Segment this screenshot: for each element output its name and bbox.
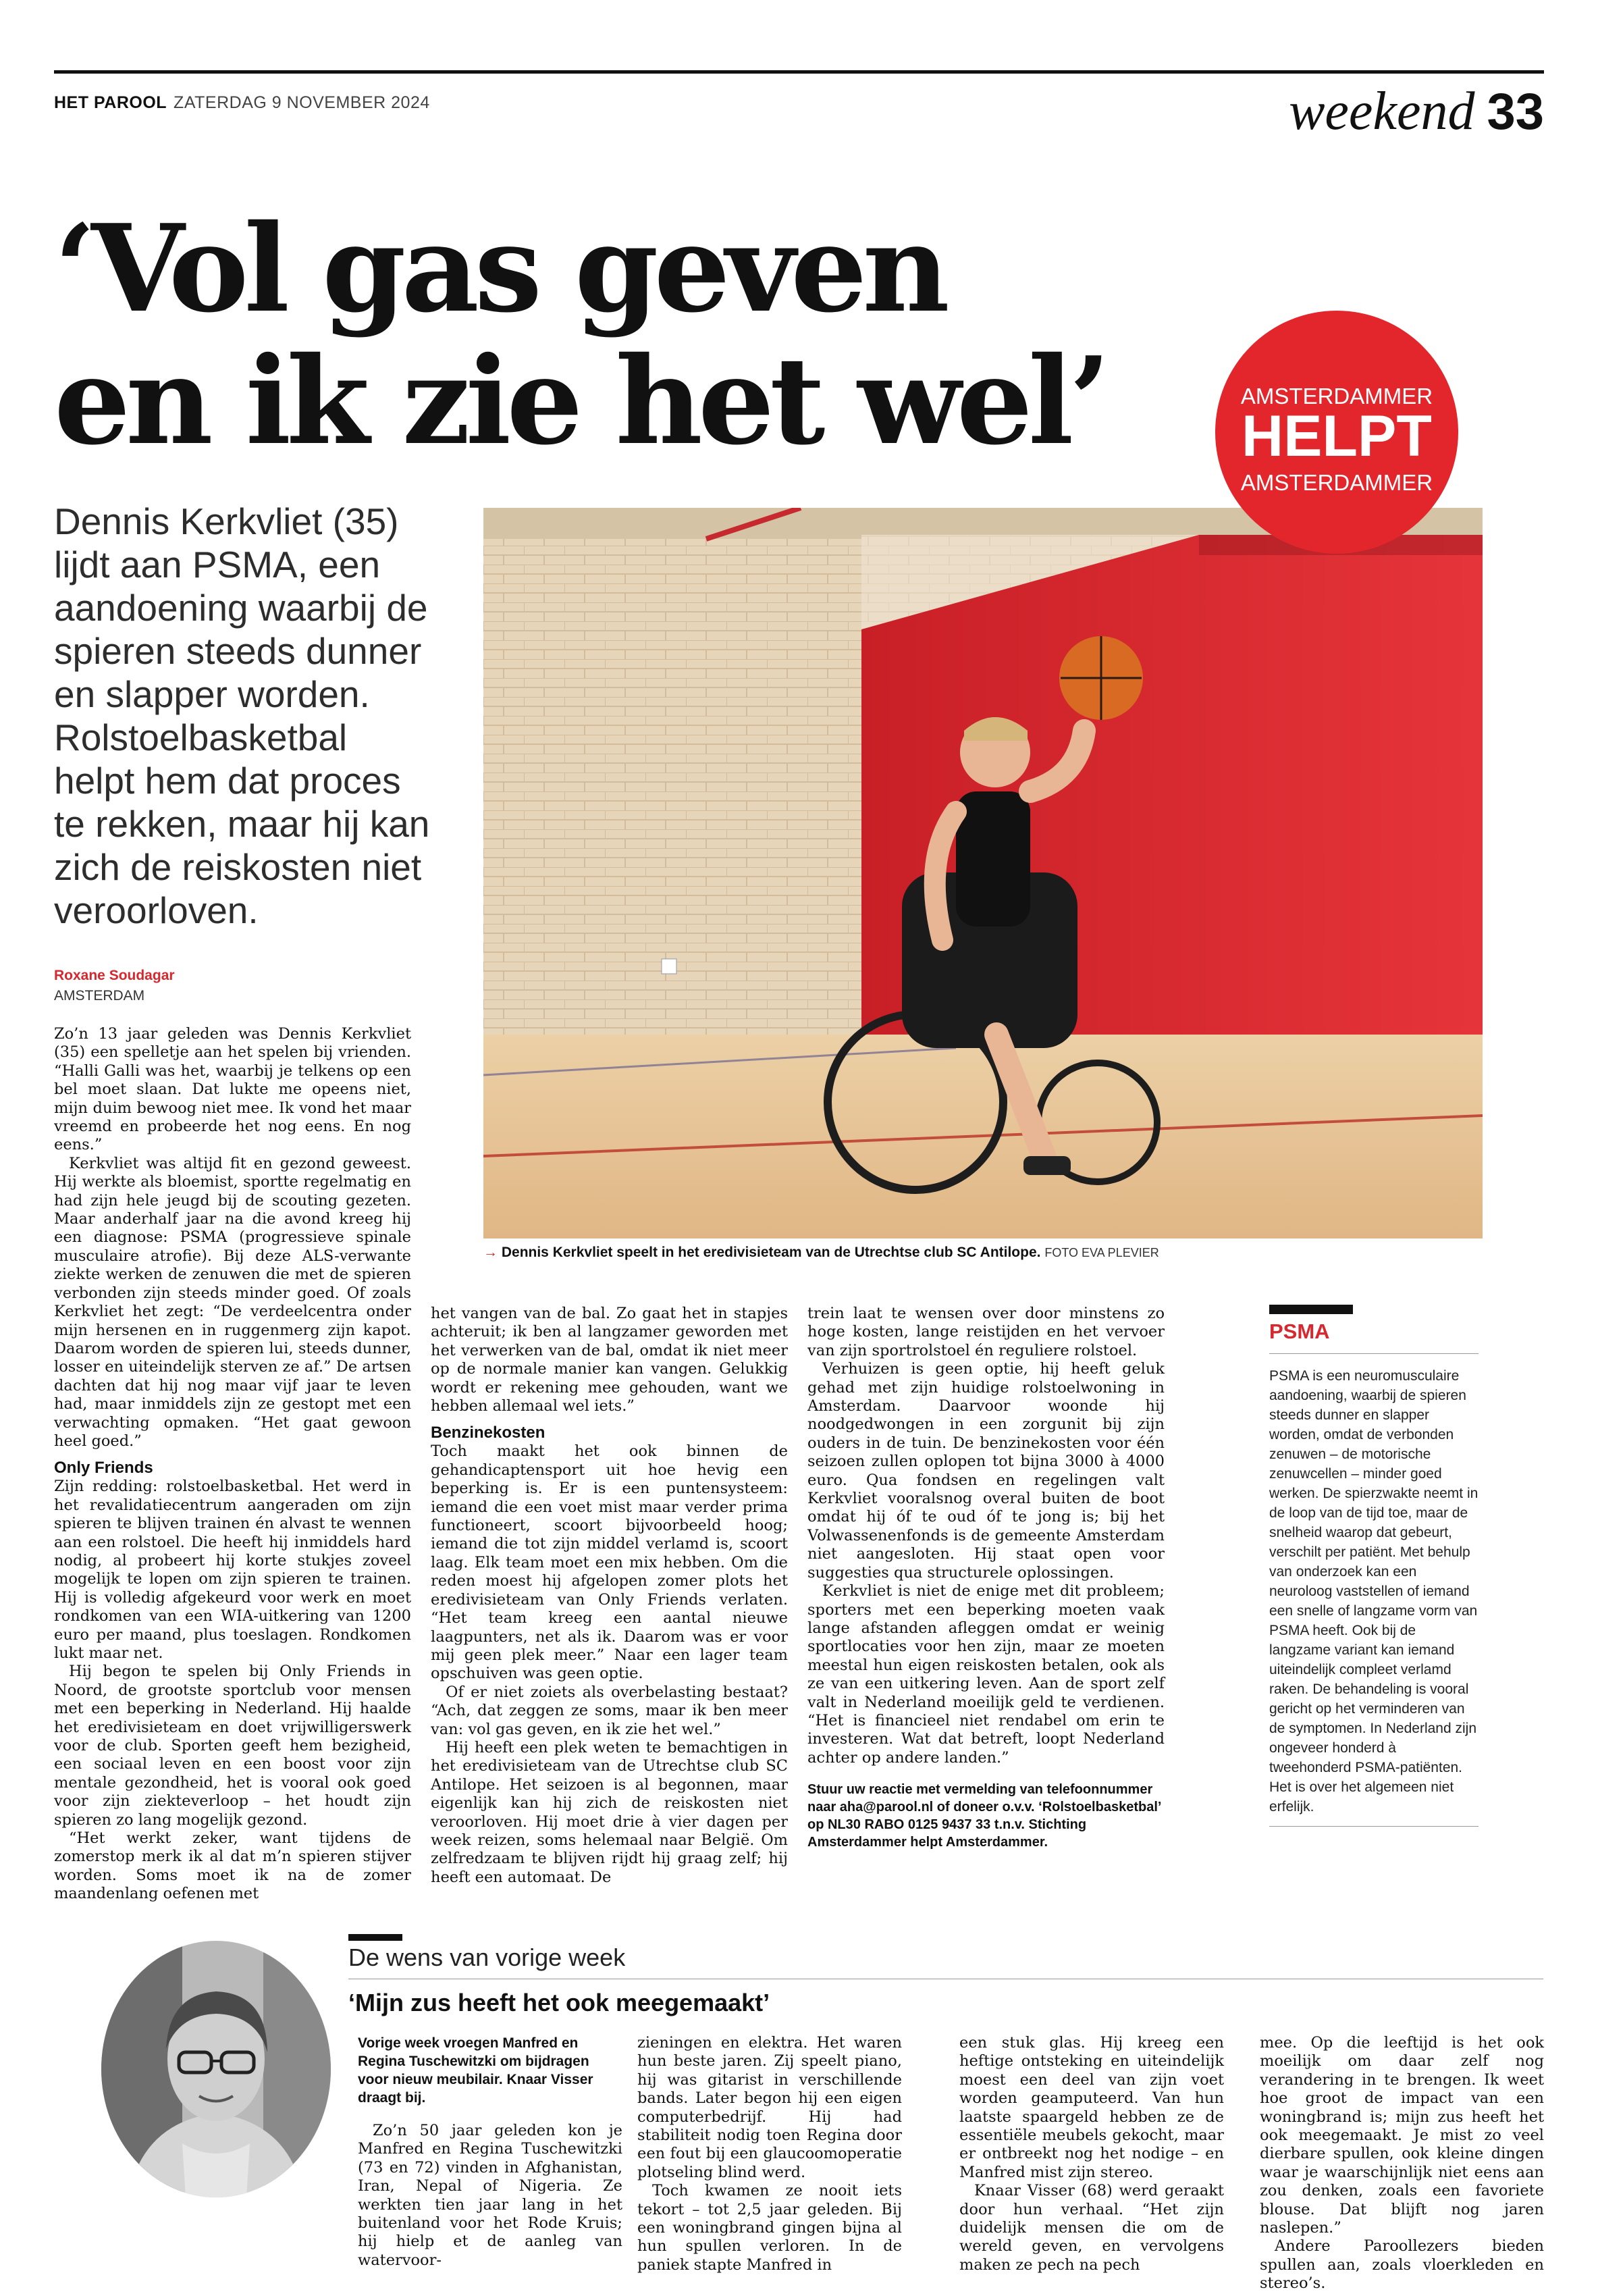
article-column-1 [54, 1025, 411, 1904]
intro-text: Dennis Kerkvliet (35) lijdt aan PSMA, een aandoening waarbij de spieren steeds dunner en slapper worden. Rolstoelbasketbal helpt hem dat proces te rekken, maar hij kan zich de reiskosten niet veroorloven. [54, 500, 430, 931]
caption-text: Dennis Kerkvliet speelt in het eredivisieteam van de Utrechtse club SC Antilope. [501, 1245, 1041, 1260]
amsterdammer-helpt-badge [1215, 311, 1458, 554]
paragraph: het vangen van de bal. Zo gaat het in stapjes achteruit; ik ben al langzamer geworden met het verwerken van de bal, omdat ik niet meer op de normale manier kan vangen. Gelukkig wordt er rekening mee gehouden, want we hebben allemaal wel iets.” [431, 1305, 788, 1415]
headline-line-2: en ik zie het wel’ [54, 330, 1107, 471]
paragraph: Verhuizen is geen optie, hij heeft geluk gehad met zijn huidige rolstoelwoning in Amsterdam. Daarvoor woonde hij noodgedwongen in een zorgunit bij zijn ouders in de tuin. De benzinekosten voor één seizoen zullen oplopen tot bijna 3000 à 4000 euro. Qua fondsen en regelingen valt Kerkvliet vooralsnog overal buiten de boot omdat hij óf te oud óf te jong is; bij het Volwassenenfonds is de gemeente Amsterdam niet aangesloten. Hij staat open voor suggesties qua structurele oplossingen. [807, 1360, 1165, 1582]
article-photo [483, 508, 1483, 1238]
paragraph: Of er niet zoiets als overbelasting bestaat? “Ach, dat zeggen ze soms, maar ik ben meer van: vol gas geven, en ik zie het wel.” [431, 1683, 788, 1738]
portrait-image [101, 1941, 331, 2197]
paragraph: mee. Op die leeftijd is het ook moeilijk om daar zelf nog verandering in te brengen. Ik weet hoe groot de impact van een woningbrand is; mijn zus heeft het ook meegemaakt. Je mist zo veel dierbare spullen, ook kleine dingen waar je waarschijnlijk niet eens aan zou denken, zoals een favoriete blouse. Dat blijft nog jaren naslepen.” [1260, 2034, 1544, 2237]
paragraph: Hij begon te spelen bij Only Friends in Noord, de grootste sportclub voor mensen met een beperking in Nederland. Hij haalde het eredivisieteam en doet vrijwilligerswerk voor de club. Sporten geeft hem bezigheid, een sociaal leven en een boost voor zijn mentale gezondheid, het is vooral ook goed voor zijn ziekteverloop – het houdt zijn spieren zo lang mogelijk gezond. [54, 1663, 411, 1829]
dateline: AMSTERDAM [54, 988, 145, 1003]
issue-date: ZATERDAG 9 NOVEMBER 2024 [174, 93, 430, 112]
wheelchair-basketball-photo [483, 508, 1483, 1238]
sidebar-bar [1269, 1305, 1353, 1314]
paragraph: Zijn redding: rolstoelbasketbal. Het werd in het revalidatiecentrum aangeraden om zijn spieren te blijven trainen én alvast te wennen aan een rolstoel. Die heeft hij inmiddels hard nodig, al probeert hij korte stukjes zoveel mogelijk te lopen om zijn spieren te trainen. Hij is volledig afgekeurd voor werk en moet rondkomen van een WIA-uitkering van 1200 euro per maand, plus toeslagen. Rondkomen lukt maar net. [54, 1478, 411, 1662]
sidebar-title: PSMA [1269, 1320, 1330, 1343]
photo-caption [483, 1245, 1159, 1261]
top-rule [54, 70, 1544, 74]
wish-column-2 [637, 2034, 902, 2274]
headline [54, 198, 1202, 471]
subheading: Only Friends [54, 1459, 153, 1478]
section-header [1289, 81, 1544, 142]
sidebar-text: PSMA is een neuromusculaire aandoening, waarbij de spieren steeds dunner en slapper worden, omdat de verbonden zenuwen – de motorische zenuwcellen – minder goed werken. De spierzwakte neemt in de loop van de tijd toe, maar de snelheid waarop dat gebeurt, verschilt per patiënt. Met behulp van onderzoek kan een neuroloog vaststellen of iemand een snelle of langzame vorm van PSMA heeft. Ook bij de langzame variant kan iemand uiteindelijk compleet verlamd raken. De behandeling is vooral gericht op het verminderen van de symptomen. In Nederland zijn ongeveer honderd à tweehonderd PSMA-patiënten. Het is over het algemeen niet erfelijk. [1269, 1368, 1479, 1815]
portrait-photo [101, 1941, 331, 2197]
paragraph: trein laat te wensen over door minstens zo hoge kosten, lange reistijden en het vervoer van zijn sportrolstoel én reguliere rolstoel. [807, 1305, 1165, 1359]
paragraph: Knaar Visser (68) werd geraakt door hun verhaal. “Het zijn duidelijk mensen die om de wereld geven, en vervolgens maken ze pech na pech [959, 2182, 1224, 2274]
paragraph: Toch kwamen ze nooit iets tekort – tot 2,5 jaar geleden. Bij een woningbrand gingen bijna al hun spullen verloren. In de paniek stapte Manfred in [637, 2182, 902, 2274]
byline [54, 966, 175, 1006]
paragraph: Zo’n 50 jaar geleden kon je Manfred en Regina Tuschewitzki (73 en 72) vinden in Afghanistan, Iran, Nepal of Nigeria. Ze werkten tien jaar lang in het buitenland voor het Rode Kruis; hij hielp et de aanleg van watervoor- [358, 2122, 622, 2269]
paragraph: een stuk glas. Hij kreeg een heftige ontsteking en uiteindelijk moest een deel van zijn voet worden geamputeerd. Van hun laatste spaargeld hebben ze de essentiële meubels gekocht, maar er ontbreekt nog het nodige – en Manfred mist zijn stereo. [959, 2034, 1224, 2181]
wish-lead: Vorige week vroegen Manfred en Regina Tuschewitzki om bijdragen voor nieuw meubilair. Knaar Visser draagt bij. [358, 2035, 593, 2106]
paragraph: Toch maakt het ook binnen de gehandicaptensport uit hoe hevig een beperking is. Er is een puntensysteem: iemand die een voet mist maar verder prima functioneert, scoort bijvoorbeeld hoog; iemand die tot zijn middel verlamd is, scoort laag. Elk team moet een mix hebben. Om die reden moest hij afgelopen zomer plots het eredivisieteam van Only Friends verlaten. “Het team kreeg een aantal nieuwe laagpunters, net als ik. Daarom was er voor mij geen plek meer.” Naar een lager team opschuiven was geen optie. [431, 1442, 788, 1683]
badge-line-3: AMSTERDAMMER [1240, 470, 1433, 495]
wish-title: ‘Mijn zus heeft het ook meegemaakt’ [348, 1989, 770, 2016]
divider [1269, 1826, 1479, 1827]
paragraph: Zo’n 13 jaar geleden was Dennis Kerkvliet (35) een spelletje aan het spelen bij vrienden. “Halli Galli was het, waarbij je telkens op een bel moet slaan. Dat lukte me opeens niet, mijn duim bewoog niet mee. Ik vond het maar vreemd en probeerde het nog eens. En nog eens.” [54, 1025, 411, 1154]
paragraph: zieningen en elektra. Het waren hun beste jaren. Zij speelt piano, hij was gitarist in verschillende bands. Later begon hij een eigen computerbedrijf. Hij had stabiliteit nodig toen Regina door een fout bij een glaucoomoperatie plotseling blind werd. [637, 2034, 902, 2181]
donation-appeal: Stuur uw reactie met vermelding van telefoonnummer naar aha@parool.nl of doneer o.v.v. ‘Rolstoelbasketbal’ op NL30 RABO 0125 9437 33 t.n.v. Stichting Amsterdammer helpt Amsterdammer. [807, 1782, 1161, 1850]
article-column-3 [807, 1305, 1165, 1851]
photo-credit: FOTO EVA PLEVIER [1044, 1246, 1159, 1259]
divider [1269, 1353, 1479, 1354]
paper-name: HET PAROOL [54, 93, 167, 112]
paragraph: Kerkvliet is niet de enige met dit probleem; sporters met een beperking moeten vaak lange afstanden afleggen omdat er weinig sportlocaties voor hen zijn, maar ze moeten meestal hun eigen reiskosten betalen, ook als ze van een uitkering leven. Aan de sport zelf valt in Nederland moeilijk geld te verdienen. “Het is financieel niet rendabel om erin te investeren. Wat dat betreft, loopt Nederland achter op andere landen.” [807, 1582, 1165, 1767]
paragraph: Kerkvliet was altijd fit en gezond geweest. Hij werkte als bloemist, sportte regelmatig en had zijn hele jeugd bij de scouting gezeten. Maar anderhalf jaar na die avond kreeg hij een diagnose: PSMA (progressieve spinale musculaire atrofie). Bij deze ALS-verwante ziekte werken de zenuwen die met de spieren verbonden zijn steeds minder goed. Of zoals Kerkvliet het zegt: “De verdeelcentra onder mijn hersenen en in ruggenmerg zijn kapot. Daarom worden de spieren lui, steeds dunner, losser en uiteindelijk sterven ze af.” De artsen dachten dat hij nog maar vijf jaar te leven had, maar inmiddels zijn ze gestopt met een verwachting opmaken. “Het gaat gewoon heel goed.” [54, 1154, 411, 1450]
page-number: 33 [1487, 83, 1544, 140]
wish-bar [348, 1934, 402, 1941]
paragraph: Hij heeft een plek weten te bemachtigen in het eredivisieteam van de Utrechtse club SC Antilope. Het seizoen is al begonnen, maar eigenlijk kan hij zich de reiskosten niet veroorloven. Hij moet drie à vier dagen per week reizen, soms helemaal naar België. Om zelfredzaam te blijven rijdt hij graag zelf; hij heeft een automaat. De [431, 1738, 788, 1886]
arrow-icon: → [483, 1245, 498, 1260]
wish-column-4 [1260, 2034, 1544, 2293]
wish-section-label: De wens van vorige week [348, 1943, 626, 1971]
psma-sidebar [1269, 1305, 1479, 1827]
paragraph: “Het werkt zeker, want tijdens de zomerstop merk ik al dat m’n spieren stijver worden. Soms moet ik na de zomer maandenlang oefenen met [54, 1829, 411, 1903]
badge-line-2: HELPT [1242, 404, 1432, 469]
masthead [54, 93, 430, 113]
headline-line-1: ‘Vol gas geven [54, 198, 945, 339]
author-name: Roxane Soudagar [54, 968, 175, 983]
wish-column-1 [358, 2034, 622, 2270]
subheading: Benzinekosten [431, 1424, 545, 1442]
article-column-2 [431, 1305, 788, 1887]
section-name: weekend [1289, 82, 1475, 141]
paragraph: Andere Paroollezers bieden spullen aan, zoals vloerkleden en stereo’s. [1260, 2237, 1544, 2293]
badge-line-1: AMSTERDAMMER [1240, 384, 1433, 409]
wish-column-3 [959, 2034, 1224, 2274]
